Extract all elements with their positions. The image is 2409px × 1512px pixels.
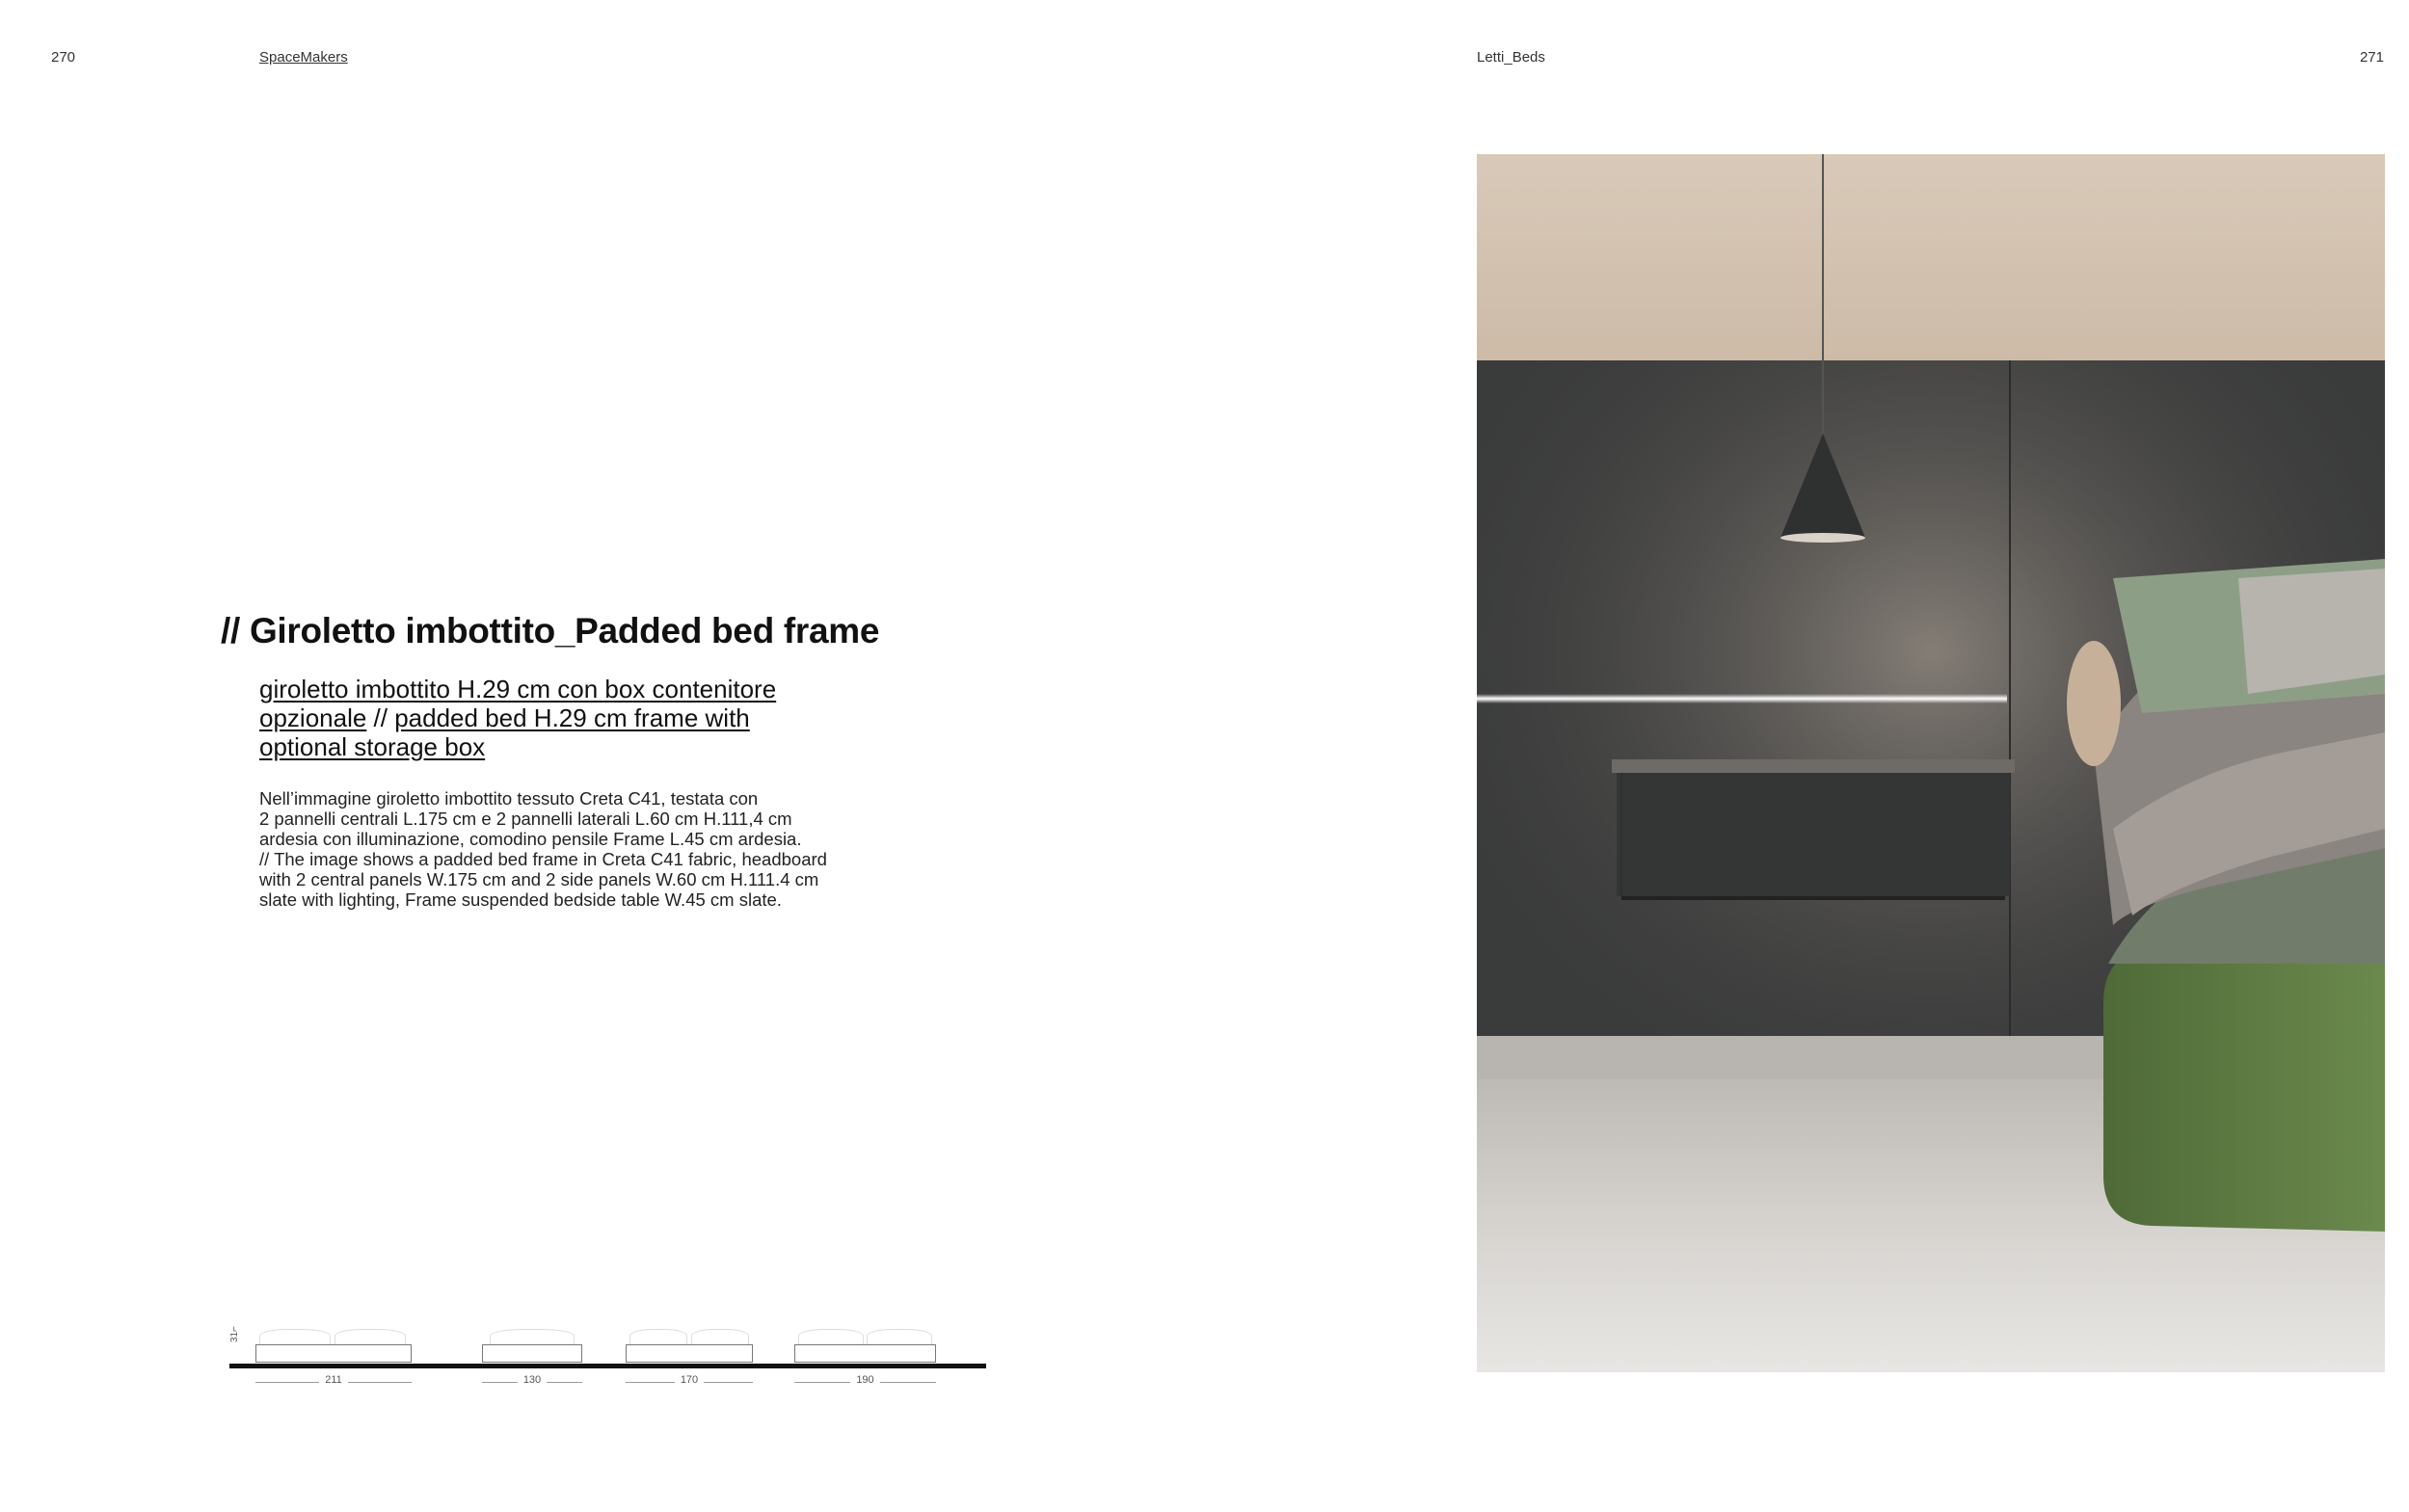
- subtitle-italian: giroletto imbottito H.29 cm con box contenitore opzionale: [259, 675, 777, 732]
- bed-size-drawings: [229, 1320, 986, 1390]
- description-line: with 2 central panels W.175 cm and 2 side panels W.60 cm H.111.4 cm: [259, 869, 819, 889]
- description-line: // The image shows a padded bed frame in Creta C41 fabric, headboard: [259, 849, 827, 869]
- brand-link[interactable]: SpaceMakers: [259, 49, 348, 66]
- width-dimension: 211: [255, 1374, 412, 1390]
- description-line: slate with lighting, Frame suspended bedside table W.45 cm slate.: [259, 889, 782, 910]
- subtitle-english: padded bed H.29 cm frame with optional storage box: [259, 703, 750, 761]
- bedroom-photo: [1477, 154, 2385, 1372]
- height-dimension: 31⌐: [229, 1326, 240, 1342]
- bed-drawing: [482, 1320, 582, 1365]
- left-page-number: 270: [51, 49, 76, 66]
- drawing-baseline: [229, 1364, 986, 1368]
- bed-drawing: [794, 1320, 936, 1365]
- bed-drawing: [255, 1320, 412, 1365]
- product-title: // Giroletto imbottito_Padded bed frame: [221, 611, 880, 650]
- subtitle-separator: //: [366, 703, 395, 732]
- width-dimension: 190: [794, 1374, 936, 1390]
- bed-drawing: [626, 1320, 753, 1365]
- section-label: Letti_Beds: [1477, 49, 1545, 66]
- description-line: 2 pannelli centrali L.175 cm e 2 pannelli laterali L.60 cm H.111,4 cm: [259, 809, 792, 829]
- right-page-number: 271: [2359, 49, 2384, 66]
- description-line: Nell’immagine giroletto imbottito tessuto Creta C41, testata con: [259, 788, 759, 809]
- product-description: [259, 788, 886, 910]
- width-dimension: 130: [482, 1374, 582, 1390]
- width-dimension: 170: [626, 1374, 753, 1390]
- description-line: ardesia con illuminazione, comodino pensile Frame L.45 cm ardesia.: [259, 829, 802, 849]
- bedroom-illustration: [1477, 154, 2385, 1372]
- product-subtitle: [259, 675, 799, 761]
